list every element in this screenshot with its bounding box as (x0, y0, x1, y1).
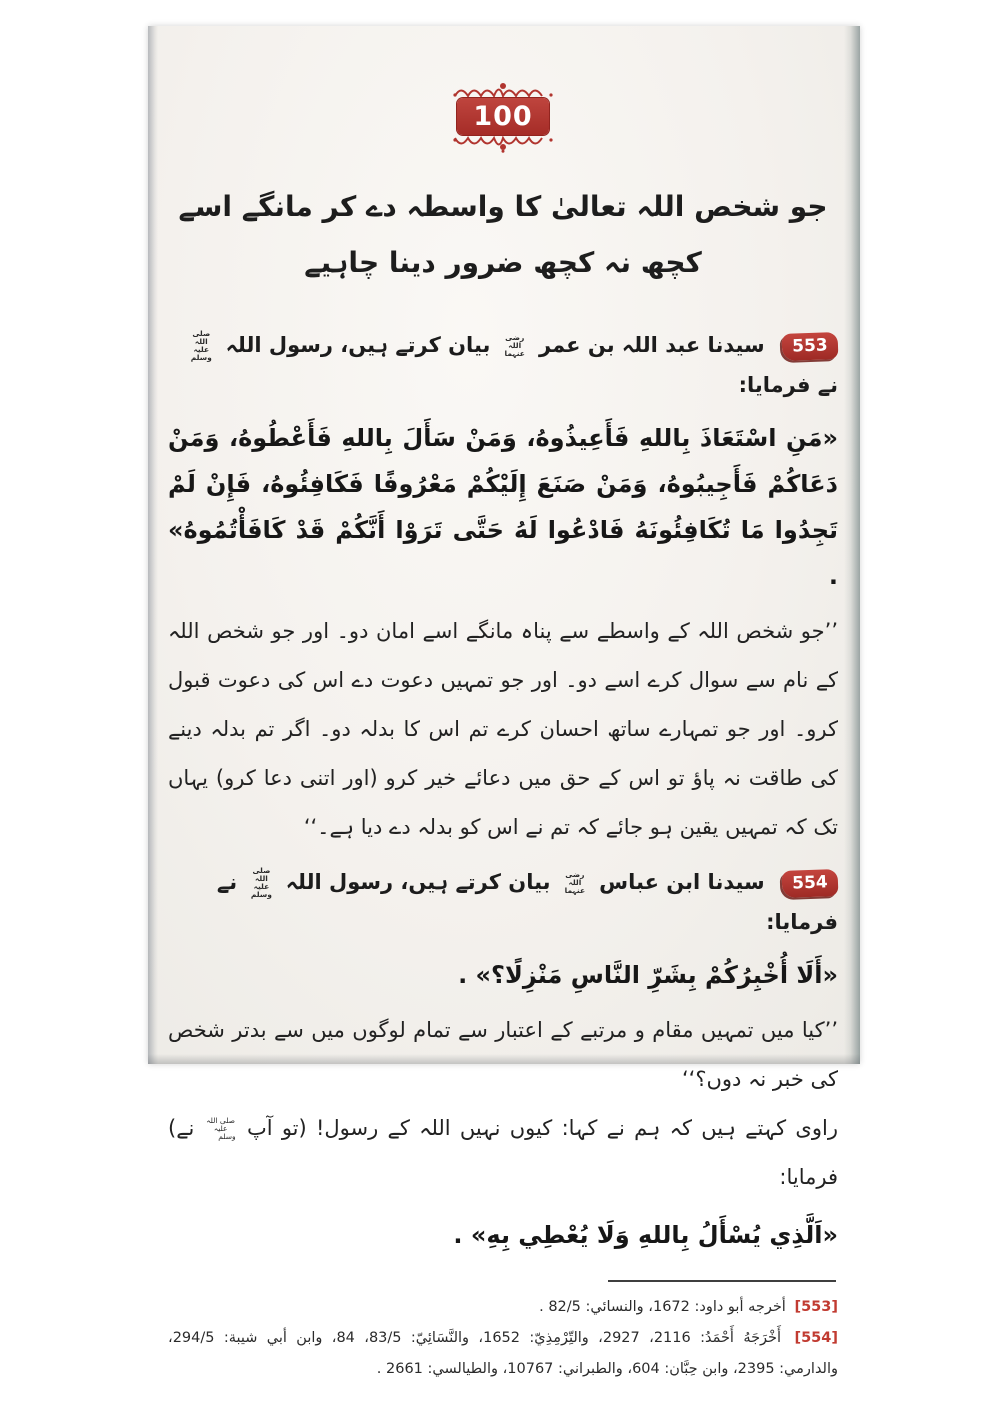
footnote-text: أَخْرَجَهُ أَحْمَدُ: 2116، 2927، والتِّرْمِذِيّ: 1652، والنَّسَائِيّ: 83/5، 84، وابن أبي شيبة: 294/5، والدارمي: 2395، وابن حِبَّان: 604، والطبراني: 10767، والطيالسي: 2661 . (168, 1330, 838, 1377)
sallallahu-mark: صلی اللہ علیہ وسلم (190, 329, 212, 362)
hadith-554-urdu-translation: ’’کیا میں تمہیں مقام و مرتبے کے اعتبار سے تمام لوگوں میں سے بدتر شخص کی خبر نہ دوں؟‘‘ (168, 1018, 838, 1091)
narrator-text: سیدنا عبد اللہ بن عمر (539, 333, 765, 357)
narrator-text: بیان کرتے ہیں، رسول اللہ (285, 870, 551, 894)
footnote-divider (608, 1280, 836, 1282)
narrator-text: نے فرمایا: (216, 870, 838, 934)
footnotes-block (168, 1292, 838, 1385)
footnote-553 (168, 1292, 838, 1323)
hadith-554-arabic-answer: «اَلَّذِي يُسْأَلُ بِاللهِ وَلَا يُعْطِي بِهِ» . (453, 1221, 838, 1249)
chapter-title-line1: جو شخص اللہ تعالیٰ کا واسطہ دے کر مانگے اسے (178, 190, 828, 223)
radiallahu-mark: رضی اللہ عنہما (504, 333, 525, 358)
narrator-text: بیان کرتے ہیں، رسول اللہ (225, 333, 491, 357)
page-content (148, 26, 860, 1405)
book-page (148, 26, 860, 1377)
narrator-text: نے فرمایا: (738, 373, 838, 397)
footnote-text: أخرجه أبو داود: 1672، والنسائي: 82/5 . (539, 1299, 786, 1315)
footnote-marker: [553] (794, 1299, 838, 1315)
hadith-553-arabic: «مَنِ اسْتَعَاذَ بِاللهِ فَأَعِيذُوهُ، وَمَنْ سَأَلَ بِاللهِ فَأَعْطُوهُ، وَمَنْ دَعَاكُمْ فَأَجِيبُوهُ، وَمَنْ صَنَعَ إِلَيْكُمْ مَعْرُوفًا فَكَافِئُوهُ، فَإِنْ لَمْ تَجِدُوا مَا تُكَافِئُونَهُ فَادْعُوا لَهُ حَتَّى تَرَوْا أَنَّكُمْ قَدْ كَافَأْتُمُوهُ» . (168, 424, 838, 590)
urdu-text: راوی کہتے ہیں کہ ہم نے کہا: کیوں نہیں اللہ کے رسول! (تو آپ (246, 1116, 838, 1140)
hadith-554-arabic-question: «أَلَا أُخْبِرُكُمْ بِشَرِّ النَّاسِ مَنْزِلًا؟» . (458, 961, 838, 989)
footnote-marker: [554] (794, 1330, 838, 1346)
chapter-title-line2: کچھ نہ کچھ ضرور دینا چاہیے (304, 246, 702, 279)
sallallahu-mark: صلی اللہ علیہ وسلم (206, 1116, 236, 1141)
ornament-top-icon (447, 82, 559, 98)
page-edge-shadow-left (148, 26, 158, 1064)
page-edge-shadow-bottom (148, 1054, 860, 1064)
ornament-bottom-icon (447, 135, 559, 153)
hadith-553-narrator (168, 325, 838, 405)
chapter-title (168, 179, 838, 291)
urdu-text: نے) فرمایا: (168, 1116, 838, 1189)
page-edge-shadow-right (844, 26, 860, 1064)
hadith-553-urdu-translation: ’’جو شخص اللہ کے واسطے سے پناہ مانگے اسے امان دو۔ اور جو شخص اللہ کے نام سے سوال کرے اسے دو۔ اور جو تمہیں دعوت دے اس کی دعوت قبول کرو۔ اور جو تمہارے ساتھ احسان کرے تم اس کا بدلہ دو۔ اگر تم بدلہ دینے کی طاقت نہ پاؤ تو اس کے حق میں دعائے خیر کرو (اور اتنی دعا کرو) یہاں تک کہ تمہیں یقین ہو جائے کہ تم نے اس کو بدلہ دے دیا ہے۔‘‘ (168, 619, 838, 839)
radiallahu-mark: رضی اللہ عنہما (564, 870, 586, 895)
chapter-number-badge: 100 (457, 98, 549, 135)
hadith-554-urdu-narration (168, 1104, 838, 1202)
footnote-554 (168, 1323, 838, 1385)
hadith-number-badge: 553 (782, 332, 839, 361)
narrator-text: سیدنا ابن عباس (599, 870, 765, 894)
chapter-badge-block (443, 82, 563, 153)
hadith-number-badge: 554 (782, 869, 839, 898)
hadith-554-narrator (168, 862, 838, 942)
sallallahu-mark: صلی اللہ علیہ وسلم (250, 866, 272, 899)
